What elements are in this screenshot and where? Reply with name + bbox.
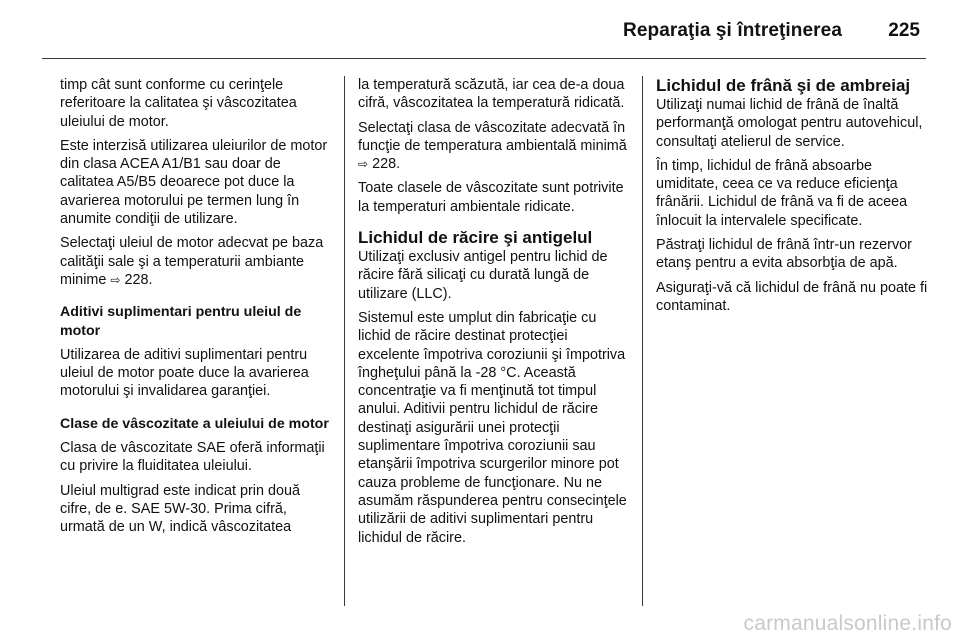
paragraph: Asiguraţi-vă că lichidul de frână nu poate fi contaminat. [656, 279, 928, 314]
page-header [0, 0, 960, 50]
section-title: Lichidul de răcire şi antigelul [358, 228, 593, 248]
paragraph: Sistemul este umplut din fabricaţie cu lichid de răcire destinat protecţiei excelente împotriva coroziunii şi împotriva îngheţului până la -28 °C. Această concentraţie va fi menţinută tot timpul anului. Aditivii pentru lichidul de răcire destinaţi asigurării unei protecţii suplimentare împotriva coroziunii sau etanşării împotriva scurgerilor minore pot cauza probleme de funcţionare. Nu ne asumăm răspunderea pentru consecinţele utilizării de aditivi suplimentari pentru lichidul de răcire. [358, 309, 627, 546]
page-reference-arrow-icon: ⇨ [110, 272, 121, 287]
paragraph: Păstraţi lichidul de frână într-un rezervor etanş pentru a evita absorbţia de apă. [656, 237, 912, 272]
paragraph-with-reference: Selectaţi uleiul de motor adecvat pe baza calităţii sale şi a temperaturii ambiante minime ⇨ 228. [60, 235, 324, 288]
header-divider [42, 58, 926, 59]
page-reference-link[interactable]: 228. [124, 271, 153, 288]
paragraph: Utilizaţi numai lichid de frână de înaltă performanţă omologat pentru autovehicul, consultaţi atelierul de service. [656, 97, 923, 150]
column-2 [358, 76, 630, 553]
paragraph: Utilizaţi exclusiv antigel pentru lichid de răcire fără silicaţi cu durată lungă de utilizare (LLC). [358, 249, 608, 302]
page-title: Reparaţia şi întreţinerea [623, 20, 842, 41]
paragraph: Este interzisă utilizarea uleiurilor de motor din clasa ACEA A1/B1 sau doar de calitatea A5/B5 deoarece pot duce la avarierea motorului pe termen lung în anumite condiţii de utilizare. [60, 137, 328, 228]
subheading: Aditivi suplimentari pentru uleiul de motor [60, 304, 302, 339]
page-number: 225 [888, 20, 920, 41]
page-reference-arrow-icon: ⇨ [358, 157, 369, 172]
paragraph: la temperatură scăzută, iar cea de-a doua cifră, vâscozitatea la temperatură ridicată. [358, 77, 625, 112]
paragraph: În timp, lichidul de frână absoarbe umiditate, ceea ce va reduce eficienţa frânării. Lichidul de frână va fi de aceea înlocuit la intervalele specificate. [656, 157, 908, 229]
column-divider-1 [344, 76, 345, 606]
paragraph: Clasa de vâscozitate SAE oferă informaţii cu privire la fluiditatea uleiului. [60, 440, 325, 475]
paragraph: timp cât sunt conforme cu cerinţele referitoare la calitatea şi vâscozitatea uleiului de motor. [60, 77, 297, 130]
paragraph-with-reference: Selectaţi clasa de vâscozitate adecvată în funcţie de temperatura ambientală minimă ⇨ 228. [358, 119, 627, 173]
page-reference-link[interactable]: 228. [372, 156, 401, 173]
section-title: Lichidul de frână şi de ambreiaj [656, 76, 911, 95]
paragraph: Uleiul multigrad este indicat prin două cifre, de e. SAE 5W-30. Prima cifră, urmată de un W, indică vâscozitatea [60, 482, 300, 536]
paragraph: Toate clasele de vâscozitate sunt potrivite la temperaturi ambientale ridicate. [358, 180, 624, 215]
column-divider-2 [642, 76, 643, 606]
paragraph: Utilizarea de aditivi suplimentari pentru uleiul de motor poate duce la avarierea motorului şi invalidarea garanţiei. [60, 346, 309, 400]
column-3 [656, 76, 928, 321]
subheading: Clase de vâscozitate a uleiului de motor [60, 415, 329, 432]
watermark: carmanualsonline.info [743, 612, 952, 635]
column-1 [60, 76, 332, 543]
